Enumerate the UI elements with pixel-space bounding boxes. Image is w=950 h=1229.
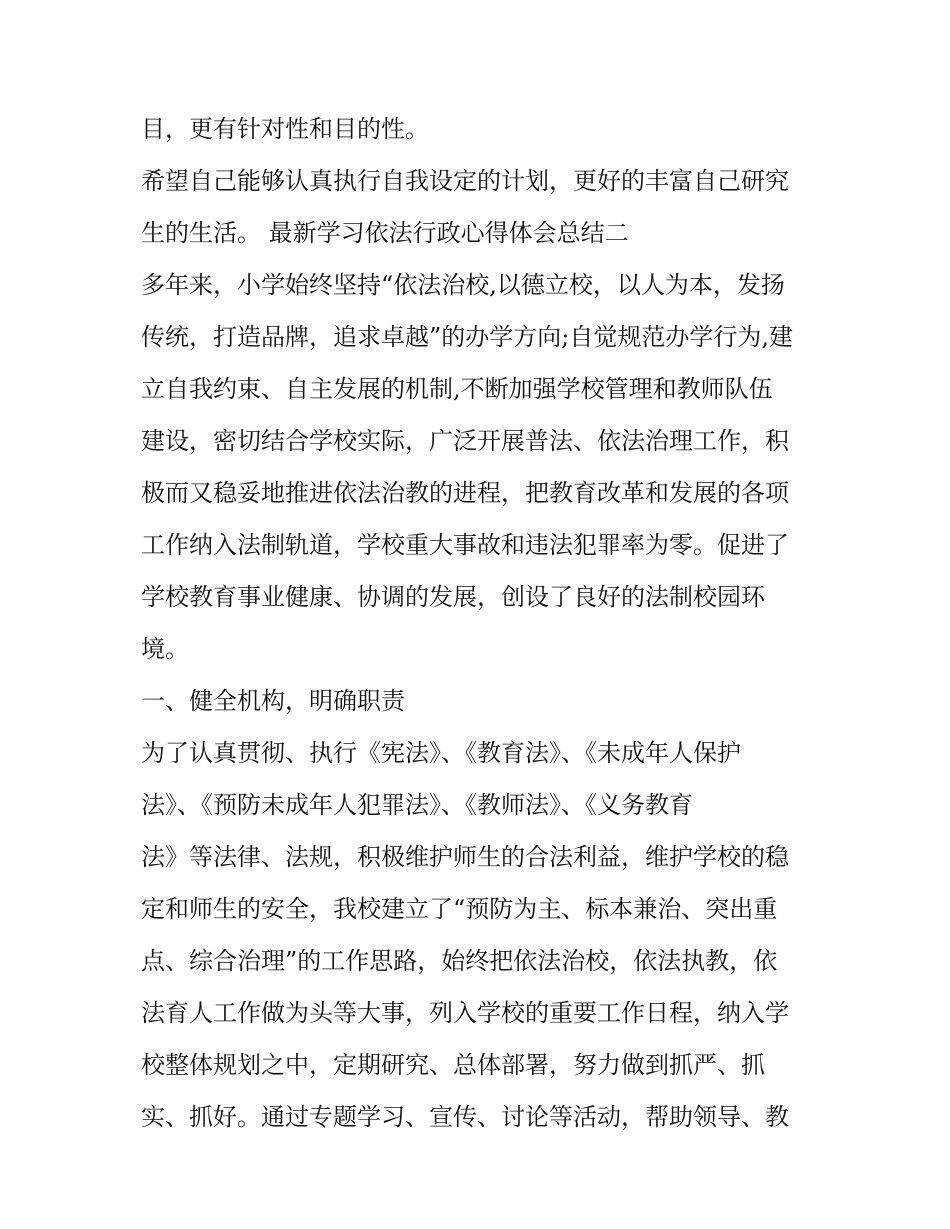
text-line: 实、抓好。通过专题学习、宣传、讨论等活动，帮助领导、教 <box>141 1103 789 1131</box>
text-line: 为了认真贯彻、执行《宪法》、《教育法》、《未成年人保护 <box>141 739 741 767</box>
text-line: 定和师生的安全，我校建立了“预防为主、标本兼治、突出重 <box>141 895 778 923</box>
text-line: 生的生活。 最新学习依法行政心得体会总结二 <box>141 219 629 247</box>
text-line: 学校教育事业健康、协调的发展，创设了良好的法制校园环 <box>141 583 765 611</box>
text-line: 目，更有针对性和目的性。 <box>141 115 429 143</box>
text-line: 法育人工作做为头等大事，列入学校的重要工作日程，纳入学 <box>141 999 789 1027</box>
text-line: 工作纳入法制轨道，学校重大事故和违法犯罪率为零。促进了 <box>141 531 789 559</box>
text-line: 传统，打造品牌，追求卓越”的办学方向;自觉规范办学行为,建 <box>141 323 793 351</box>
text-line: 希望自己能够认真执行自我设定的计划，更好的丰富自己研究 <box>141 167 789 195</box>
text-line: 多年来，小学始终坚持“依法治校,以德立校，以人为本，发扬 <box>141 271 785 299</box>
text-line: 极而又稳妥地推进依法治教的进程，把教育改革和发展的各项 <box>141 479 789 507</box>
text-line: 点、综合治理”的工作思路，始终把依法治校，依法执教，依 <box>141 947 778 975</box>
section-heading: 一、健全机构，明确职责 <box>141 687 405 715</box>
text-line: 立自我约束、自主发展的机制,不断加强学校管理和教师队伍 <box>141 375 773 403</box>
text-line: 法》、《预防未成年人犯罪法》、《教师法》、《义务教育 <box>141 791 693 819</box>
text-line: 法》等法律、法规，积极维护师生的合法利益，维护学校的稳 <box>141 843 789 871</box>
text-line: 建设，密切结合学校实际，广泛开展普法、依法治理工作，积 <box>141 427 789 455</box>
text-line: 境。 <box>141 635 189 663</box>
text-line: 校整体规划之中，定期研究、总体部署，努力做到抓严、抓 <box>141 1051 765 1079</box>
